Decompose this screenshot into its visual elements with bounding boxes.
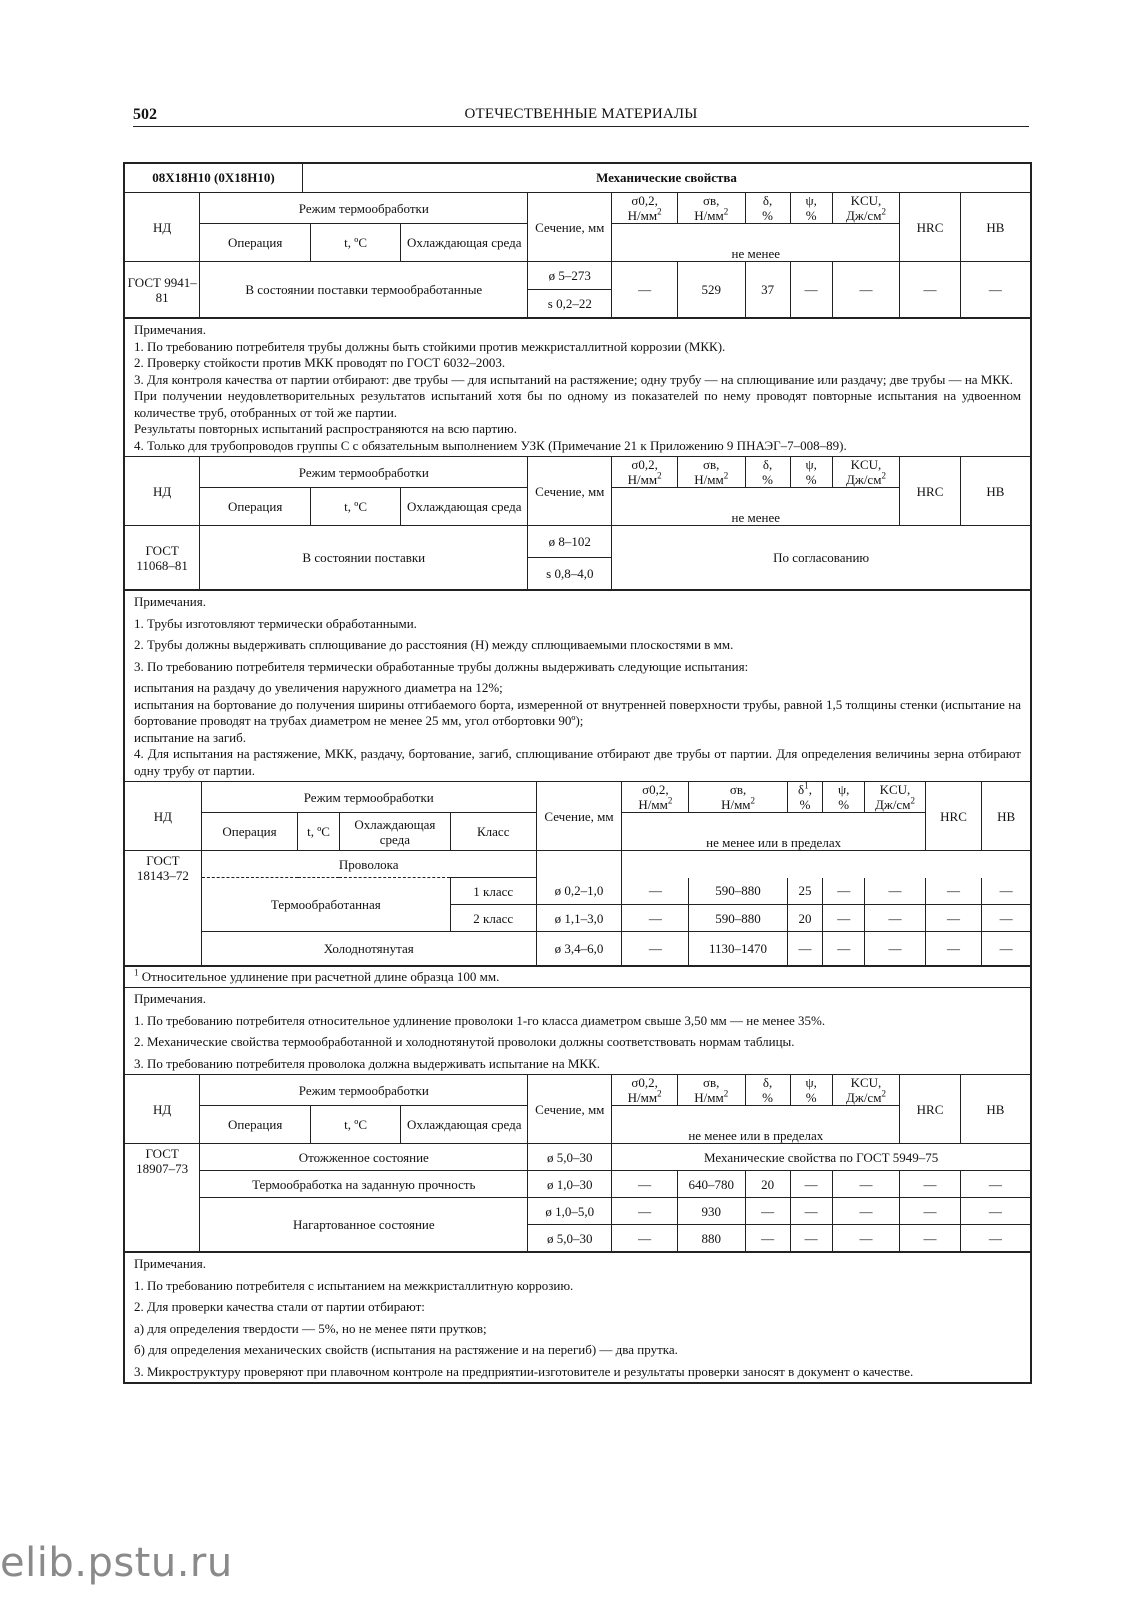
operation-header: Операция: [200, 1106, 311, 1144]
note-line: 1. По требованию потребителя с испытанием на межкристаллитную коррозию.: [134, 1277, 574, 1293]
sigma02-header: σ0,2, $Н/мм^2$: [612, 457, 678, 488]
nd-value: ГОСТ 9941–81: [125, 262, 200, 318]
agreement-value: По согласованию: [612, 526, 1030, 590]
note-line: 1. Трубы изготовляют термически обработанными.: [134, 615, 417, 631]
operation-header: Операция: [200, 488, 311, 526]
section-value: ø 0,2–1,0: [536, 878, 622, 905]
sigma-b-value: 590–880: [689, 905, 787, 932]
temperature-header: t, ºC: [298, 813, 340, 851]
cooling-header: Охлаждающая среда: [401, 488, 528, 526]
cooling-header: Охлаждающая среда: [401, 1106, 528, 1144]
hb-value: —: [982, 932, 1030, 966]
notes-gost-18907: [125, 1252, 1030, 1382]
section-value: ø 1,0–5,0: [528, 1198, 612, 1225]
note-line: 2. Для проверки качества стали от партии отбирают:: [134, 1299, 425, 1314]
section-value: ø 5,0–30: [528, 1144, 612, 1171]
note-line: испытание на загиб.: [134, 729, 246, 745]
sigma-b-value: 880: [677, 1225, 745, 1252]
section-value: ø 1,1–3,0: [536, 905, 622, 932]
delta-header: $\delta^1$, %: [787, 782, 823, 813]
hrc-value: —: [900, 1225, 960, 1252]
hb-value: —: [982, 905, 1030, 932]
nd-header: НД: [125, 782, 201, 851]
sigma-b-value: 590–880: [689, 878, 787, 905]
hb-header: НВ: [982, 782, 1030, 851]
hb-value: —: [960, 1198, 1030, 1225]
psi-value: —: [790, 1198, 832, 1225]
table-gost-18907: [125, 1075, 1030, 1252]
sigma02-value: —: [622, 932, 689, 966]
sigma02-value: —: [622, 905, 689, 932]
note-line: Примечания.: [134, 594, 206, 609]
nd-value: ГОСТ 11068–81: [125, 526, 200, 590]
note-line: 2. Механические свойства термообработанной и холоднотянутой проволоки должны соответствовать нормам таблицы.: [134, 1034, 795, 1049]
delta-header: δ, %: [745, 457, 790, 488]
sigma02-header: σ0,2, $Н/мм^2$: [612, 1075, 678, 1106]
hb-value: —: [982, 878, 1030, 905]
footnote: $^1$ Относительное удлинение при расчетной длине образца 100 мм.: [125, 966, 1030, 987]
annealed-props: Механические свойства по ГОСТ 5949–75: [612, 1144, 1030, 1171]
section-value: s 0,8–4,0: [528, 558, 612, 590]
note-line: При получении неудовлетворительных результатов испытаний хотя бы по одному из показателей по нему проводят повторные испытания на удвоенном количестве труб, отобранных от той же партии.: [134, 388, 1021, 420]
note-line: 3. По требованию потребителя термически обработанные трубы должны выдерживать следующие испытания:: [134, 658, 749, 674]
nd-value: ГОСТ 18143–72: [125, 851, 201, 966]
note-line: Примечания.: [134, 1256, 206, 1271]
work-hardened-label: Нагартованное состояние: [200, 1198, 528, 1252]
psi-value: —: [823, 878, 865, 905]
delta-value: 37: [745, 262, 790, 318]
sigma-b-header: σв, $Н/мм^2$: [689, 782, 787, 813]
sigma02-value: —: [622, 878, 689, 905]
sigma-b-value: 930: [677, 1198, 745, 1225]
psi-header: ψ, %: [823, 782, 865, 813]
kcu-value: —: [832, 1198, 900, 1225]
delta-value: —: [787, 932, 823, 966]
heat-treated-label: Термообработанная: [201, 878, 450, 932]
table-gost-11068: [125, 457, 1030, 590]
temperature-header: t, ºC: [311, 224, 401, 262]
kcu-value: —: [865, 878, 926, 905]
note-line: 4. Только для трубопроводов группы С с обязательным выполнением УЗК (Примечание 21 к Приложению 9 ПНАЭГ–7–008–89).: [134, 437, 847, 453]
note-line: испытания на бортование до получения ширины отгибаемого борта, измеренной от внутренней поверхности трубы, равной 1,5 толщины стенки (испытание на бортование проводят на трубах диаметром не менее 25 мм, угол отбортовки 90º);: [134, 696, 1021, 728]
hrc-value: —: [900, 1171, 960, 1198]
mode-header: Режим термообработки: [200, 457, 528, 488]
kcu-value: —: [832, 262, 900, 318]
annealed-label: Отожженное состояние: [200, 1144, 528, 1171]
sigma02-header: σ0,2, $Н/мм^2$: [622, 782, 689, 813]
cold-drawn-label: Холоднотянутая: [201, 932, 536, 966]
kcu-header: KCU, $Дж/см^2$: [832, 193, 900, 224]
condition-value: В состоянии поставки: [200, 526, 528, 590]
note-line: 2. Проверку стойкости против МКК проводят по ГОСТ 6032–2003.: [134, 355, 506, 370]
nd-header: НД: [125, 193, 200, 262]
note-line: Примечания.: [134, 322, 206, 337]
section-header: Сечение, мм: [536, 782, 622, 851]
nd-header: НД: [125, 1075, 200, 1144]
section-header: Сечение, мм: [528, 1075, 612, 1144]
section-title: Механические свойства: [596, 170, 737, 185]
strength-treatment-label: Термообработка на заданную прочность: [200, 1171, 528, 1198]
kcu-value: —: [865, 932, 926, 966]
cooling-header: Охлаждающая среда: [401, 224, 528, 262]
psi-header: ψ, %: [790, 1075, 832, 1106]
psi-value: —: [790, 1225, 832, 1252]
temperature-header: t, ºC: [311, 488, 401, 526]
section-spacer: [536, 851, 622, 878]
note-line: 3. Для контроля качества от партии отбирают: две трубы — для испытаний на растяжение; одну трубу — на сплющивание или раздачу; две трубы — на МКК.: [134, 371, 1013, 387]
mode-header: Режим термообработки: [200, 1075, 528, 1106]
section-value: ø 1,0–30: [528, 1171, 612, 1198]
section-value: ø 5–273: [528, 262, 612, 290]
sigma02-value: —: [612, 262, 678, 318]
kcu-header: KCU, $Дж/см^2$: [865, 782, 926, 813]
hrc-value: —: [925, 878, 981, 905]
hrc-header: HRC: [900, 1075, 960, 1144]
watermark: elib.pstu.ru: [0, 1540, 233, 1586]
running-title: ОТЕЧЕСТВЕННЫЕ МАТЕРИАЛЫ: [464, 106, 698, 122]
note-line: 4. Для испытания на растяжение, МКК, раздачу, бортование, загиб, сплющивание отбирают две трубы от партии. Для определения величины зерна отбирают одну трубу от партии.: [134, 746, 1021, 778]
note-line: 3. По требованию потребителя проволока должна выдерживать испытание на МКК.: [134, 1055, 601, 1071]
kcu-value: —: [832, 1171, 900, 1198]
sigma02-value: —: [612, 1225, 678, 1252]
condition-value: В состоянии поставки термообработанные: [200, 262, 528, 318]
mode-header: Режим термообработки: [201, 782, 536, 813]
page-header: [133, 104, 1029, 127]
delta-value: 20: [745, 1171, 790, 1198]
section-value: ø 8–102: [528, 526, 612, 558]
hrc-value: —: [900, 262, 960, 318]
kcu-value: —: [832, 1225, 900, 1252]
temperature-header: t, ºC: [311, 1106, 401, 1144]
sigma-b-header: σв, $Н/мм^2$: [677, 1075, 745, 1106]
not-less-or-within-label: не менее или в пределах: [622, 813, 925, 851]
hrc-value: —: [925, 932, 981, 966]
mode-header: Режим термообработки: [200, 193, 528, 224]
hrc-header: HRC: [900, 193, 960, 262]
delta-value: 25: [787, 878, 823, 905]
table-gost-18143: [125, 782, 1030, 966]
psi-header: ψ, %: [790, 457, 832, 488]
sigma-b-value: 1130–1470: [689, 932, 787, 966]
hb-header: НВ: [960, 1075, 1030, 1144]
operation-header: Операция: [201, 813, 297, 851]
notes-gost-9941: [125, 318, 1030, 457]
wire-label: Проволока: [201, 851, 536, 878]
hb-value: —: [960, 1225, 1030, 1252]
note-line: а) для определения твердости — 5%, но не менее пяти прутков;: [134, 1320, 487, 1336]
steel-grade: 08Х18Н10 (0Х18Н10): [125, 164, 303, 192]
table-gost-9941: [125, 193, 1030, 318]
note-line: 1. По требованию потребителя трубы должны быть стойкими против межкристаллитной коррозии (МКК).: [134, 338, 726, 354]
psi-value: —: [790, 262, 832, 318]
sigma-b-value: 640–780: [677, 1171, 745, 1198]
not-less-or-within-label: не менее или в пределах: [612, 1106, 900, 1144]
operation-header: Операция: [200, 224, 311, 262]
kcu-value: —: [865, 905, 926, 932]
sigma-b-header: σв, $Н/мм^2$: [677, 193, 745, 224]
delta-value: —: [745, 1225, 790, 1252]
sigma02-header: σ0,2, $Н/мм^2$: [612, 193, 678, 224]
hrc-header: HRC: [900, 457, 960, 526]
section-value: ø 3,4–6,0: [536, 932, 622, 966]
class-header: Класс: [450, 813, 536, 851]
nd-header: НД: [125, 457, 200, 526]
psi-value: —: [823, 932, 865, 966]
kcu-header: KCU, $Дж/см^2$: [832, 1075, 900, 1106]
psi-value: —: [790, 1171, 832, 1198]
sigma-b-value: 529: [677, 262, 745, 318]
hb-header: НВ: [960, 193, 1030, 262]
delta-value: —: [745, 1198, 790, 1225]
page-number: 502: [133, 106, 157, 123]
kcu-header: KCU, $Дж/см^2$: [832, 457, 900, 488]
sigma-b-header: σв, $Н/мм^2$: [677, 457, 745, 488]
title-row: [125, 164, 1030, 193]
hb-header: НВ: [960, 457, 1030, 526]
blank-spacer: [622, 851, 1030, 878]
not-less-label: не менее: [612, 488, 900, 526]
not-less-label: не менее: [612, 224, 900, 262]
section-header: Сечение, мм: [528, 457, 612, 526]
section-value: ø 5,0–30: [528, 1225, 612, 1252]
note-line: 3. Микроструктуру проверяют при плавочном контроле на предприятии-изготовителе и результаты проверки заносят в документ о качестве.: [134, 1363, 914, 1379]
note-line: 2. Трубы должны выдерживать сплющивание до расстояния (Н) между сплющиваемыми плоскостями в мм.: [134, 637, 734, 652]
delta-header: δ, %: [745, 1075, 790, 1106]
note-line: б) для определения механических свойств (испытания на растяжение и на перегиб) — два прутка.: [134, 1342, 678, 1357]
hrc-value: —: [900, 1198, 960, 1225]
sigma02-value: —: [612, 1171, 678, 1198]
note-line: испытания на раздачу до увеличения наружного диаметра на 12%;: [134, 680, 503, 695]
class-1-label: 1 класс: [450, 878, 536, 905]
section-value: s 0,2–22: [528, 290, 612, 318]
psi-value: —: [823, 905, 865, 932]
note-line: Результаты повторных испытаний распространяются на всю партию.: [134, 421, 517, 436]
hb-value: —: [960, 1171, 1030, 1198]
note-line: Примечания.: [134, 991, 206, 1006]
note-line: 1. По требованию потребителя относительное удлинение проволоки 1-го класса диаметром свыше 3,50 мм — не менее 35%.: [134, 1012, 826, 1028]
hrc-value: —: [925, 905, 981, 932]
nd-value: ГОСТ 18907–73: [125, 1144, 200, 1252]
delta-header: δ, %: [745, 193, 790, 224]
properties-frame: [123, 162, 1032, 1384]
section-header: Сечение, мм: [528, 193, 612, 262]
notes-gost-18143: [125, 987, 1030, 1075]
hrc-header: HRC: [925, 782, 981, 851]
hb-value: —: [960, 262, 1030, 318]
cooling-header: Охлаждающая среда: [339, 813, 450, 851]
delta-value: 20: [787, 905, 823, 932]
notes-gost-11068: [125, 590, 1030, 782]
class-2-label: 2 класс: [450, 905, 536, 932]
sigma02-value: —: [612, 1198, 678, 1225]
psi-header: ψ, %: [790, 193, 832, 224]
